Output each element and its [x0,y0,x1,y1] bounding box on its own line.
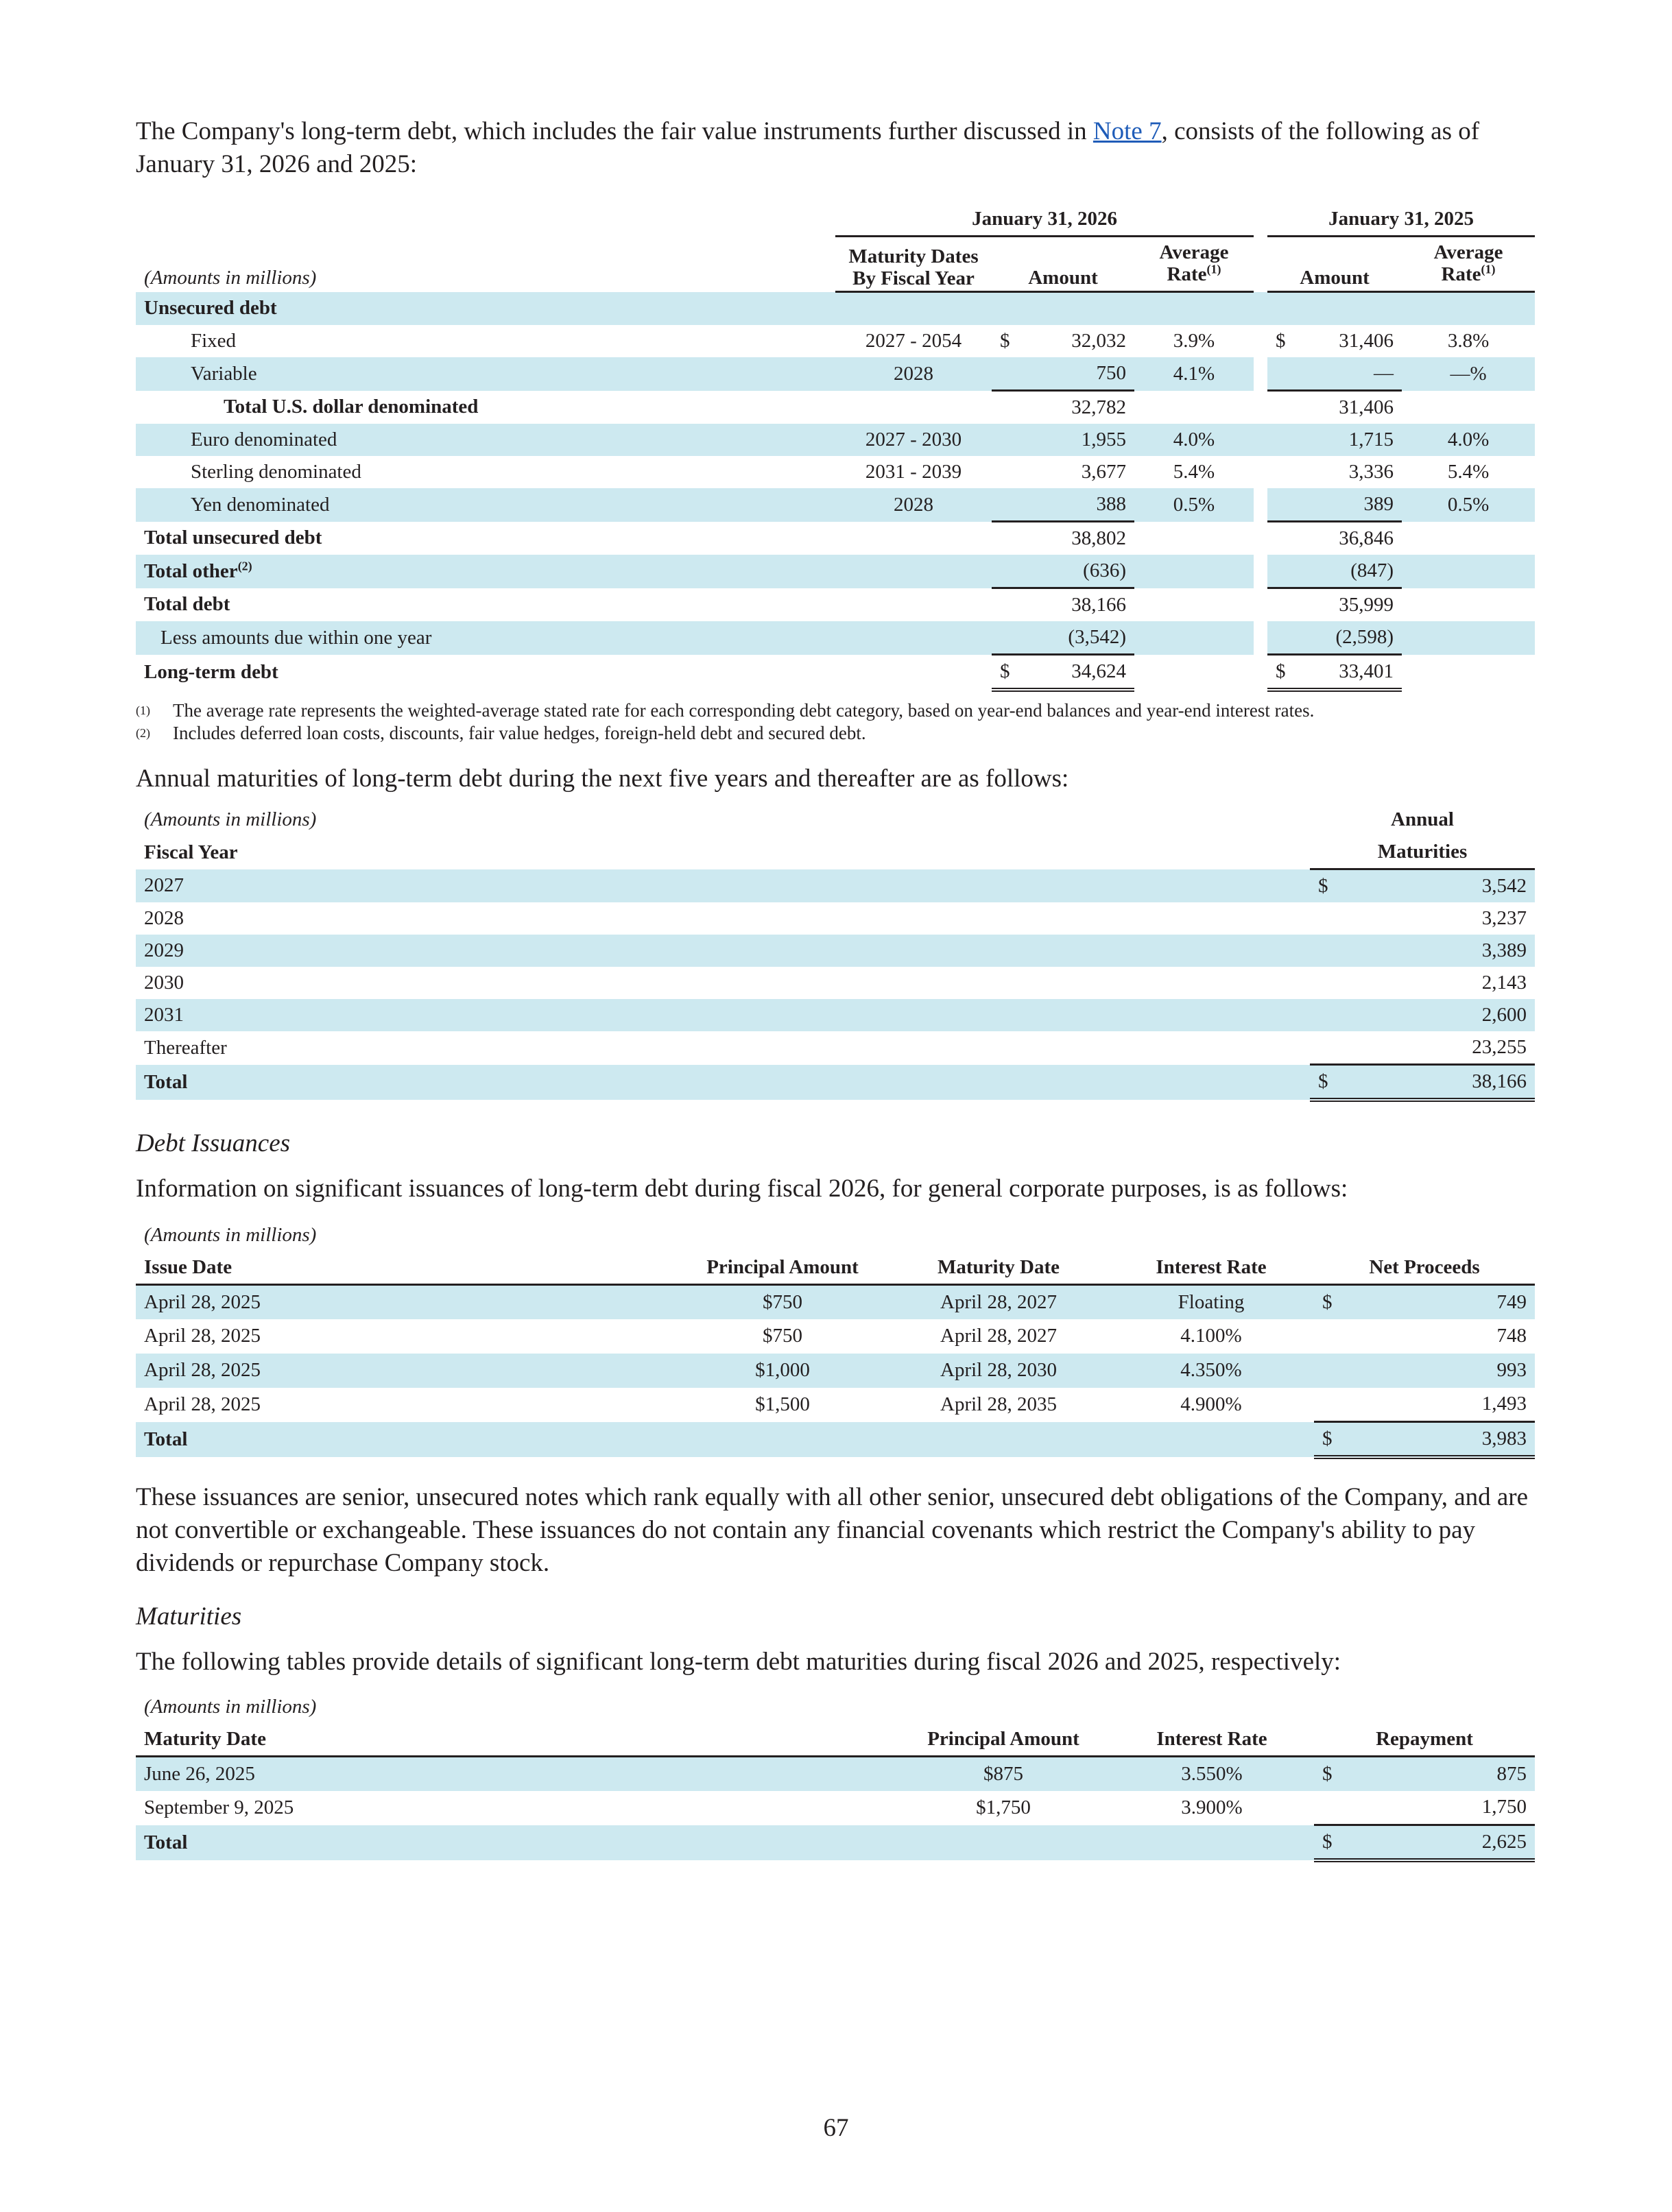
intro-text-end: , consists of the following as of January 31, 2026 and 2025: [136,117,1480,178]
col-amount-2026-header: Amount [992,237,1134,292]
note-7-link[interactable]: Note 7 [1092,117,1162,145]
debt-issuances-heading: Debt Issuances [136,1129,291,1157]
footnote-1: (1) The average rate represents the weighted-average stated rate for each corresponding debt category, based on year-end balances and year-end interest rates. [136,700,1315,721]
table-row: Total $ 3,983 [136,1422,1535,1458]
col-rate-2026-header: Average Rate$^{(1)}$ [1134,237,1254,292]
table-row: September 9, 2025 $1,750 3.900% 1,750 [136,1791,1535,1825]
table-row: Unsecured debt [136,292,1535,326]
col-maturities-header: Maturities [1310,836,1535,869]
corner-blank [136,203,835,237]
table-row: Total U.S. dollar denominated 32,782 31,406 [224,396,1394,418]
table-row: 2028 3,237 [144,907,1527,929]
amounts-note: (Amounts in millions) [144,1696,317,1718]
table-row: Euro denominated 2027 - 2030 1,955 4.0% 1,715 4.0% [136,424,1535,456]
issuances-intro: Information on significant issuances of long-term debt during fiscal 2026, for general corporate purposes, is as follows: [136,1175,1348,1203]
intro-paragraph [136,115,1535,181]
annual-maturities-table [136,804,1535,1102]
table-row: Total other$^{(2)}$ (636) (847) [136,555,1535,588]
table-row: April 28, 2025 $1,000 April 28, 2030 4.350% 993 [136,1354,1535,1388]
table-row: Total unsecured debt 38,802 36,846 [144,527,1394,549]
col-amount-2025-header: Amount [1267,237,1402,292]
col-rate-header: Interest Rate [1108,1251,1314,1285]
debt-table [136,203,1535,692]
issuances-closing: These issuances are senior, unsecured notes which rank equally with all other senior, unsecured debt obligations of the Company, and are not convertible or exchangeable. These issuances do not contain any financial covenants which restrict the Company's ability to pay dividends or repurchase Company stock. [136,1483,1529,1577]
maturities-table [136,1691,1535,1862]
amounts-note: (Amounts in millions) [144,266,317,289]
table-row: 2030 2,143 [144,972,1527,994]
table-row: 2031 2,600 [136,999,1535,1031]
issuances-table [136,1219,1535,1459]
table-row: April 28, 2025 $750 April 28, 2027 Floating $ 749 [136,1285,1535,1319]
table-row: 2029 3,389 [136,935,1535,967]
table-row: Total debt 38,166 35,999 [144,593,1394,616]
table-row: Thereafter 23,255 [136,1031,1535,1065]
intro-text: The Company's long-term debt, which includes the fair value instruments further discussed in [136,117,1093,145]
col-maturity-header: Maturity Date [889,1251,1108,1285]
amounts-note: (Amounts in millions) [144,1224,317,1246]
col-maturity-header: Maturity Dates By Fiscal Year [835,237,992,292]
maturities-intro: Annual maturities of long-term debt during the next five years and thereafter are as follows: [136,765,1069,793]
col-principal-header: Principal Amount [897,1723,1110,1757]
col-annual-header: Annual [1391,808,1454,830]
maturities-table-intro: The following tables provide details of significant long-term debt maturities during fiscal 2026 and 2025, respectively: [136,1648,1341,1676]
table-row: Total $ 38,166 [136,1065,1535,1101]
table-row: June 26, 2025 $875 3.550% $ 875 [136,1757,1535,1791]
col-maturity-date-header: Maturity Date [136,1723,897,1757]
col-repayment-header: Repayment [1314,1723,1535,1757]
table-row: Yen denominated 2028 388 0.5% 389 0.5% [136,488,1535,522]
col-issue-date-header: Issue Date [136,1251,676,1285]
col-proceeds-header: Net Proceeds [1314,1251,1535,1285]
footnotes [136,699,1535,745]
table-row: Total $ 2,625 [136,1825,1535,1861]
table-row: Variable 2028 750 4.1% — —% [136,357,1535,391]
table-row: Less amounts due within one year (3,542) (2,598) [136,621,1535,655]
col-rate-header: Interest Rate [1110,1723,1314,1757]
col-rate-2025-header: Average Rate$^{(1)}$ [1402,237,1535,292]
page-number: 67 [823,2114,849,2142]
maturities-heading: Maturities [136,1602,242,1631]
table-row: April 28, 2025 $750 April 28, 2027 4.100% 748 [144,1325,1527,1347]
period-2025-header: January 31, 2025 [1267,203,1535,237]
table-row: Long-term debt $ 34,624 $ 33,401 [136,655,1535,690]
table-row: 2027 $ 3,542 [136,869,1535,903]
col-year-header: Fiscal Year [144,841,238,863]
col-principal-header: Principal Amount [676,1251,889,1285]
period-2026-header: January 31, 2026 [835,203,1254,237]
footnote-2: (2) Includes deferred loan costs, discounts, fair value hedges, foreign-held debt and secured debt. [136,723,866,743]
table-row: April 28, 2025 $1,500 April 28, 2035 4.900% 1,493 [136,1388,1535,1422]
amounts-note: (Amounts in millions) [144,808,317,830]
table-row: Sterling denominated 2031 - 2039 3,677 5.4% 3,336 5.4% [191,461,1490,483]
table-row: Fixed 2027 - 2054 $ 32,032 3.9% $ 31,406 3.8% [191,330,1490,352]
